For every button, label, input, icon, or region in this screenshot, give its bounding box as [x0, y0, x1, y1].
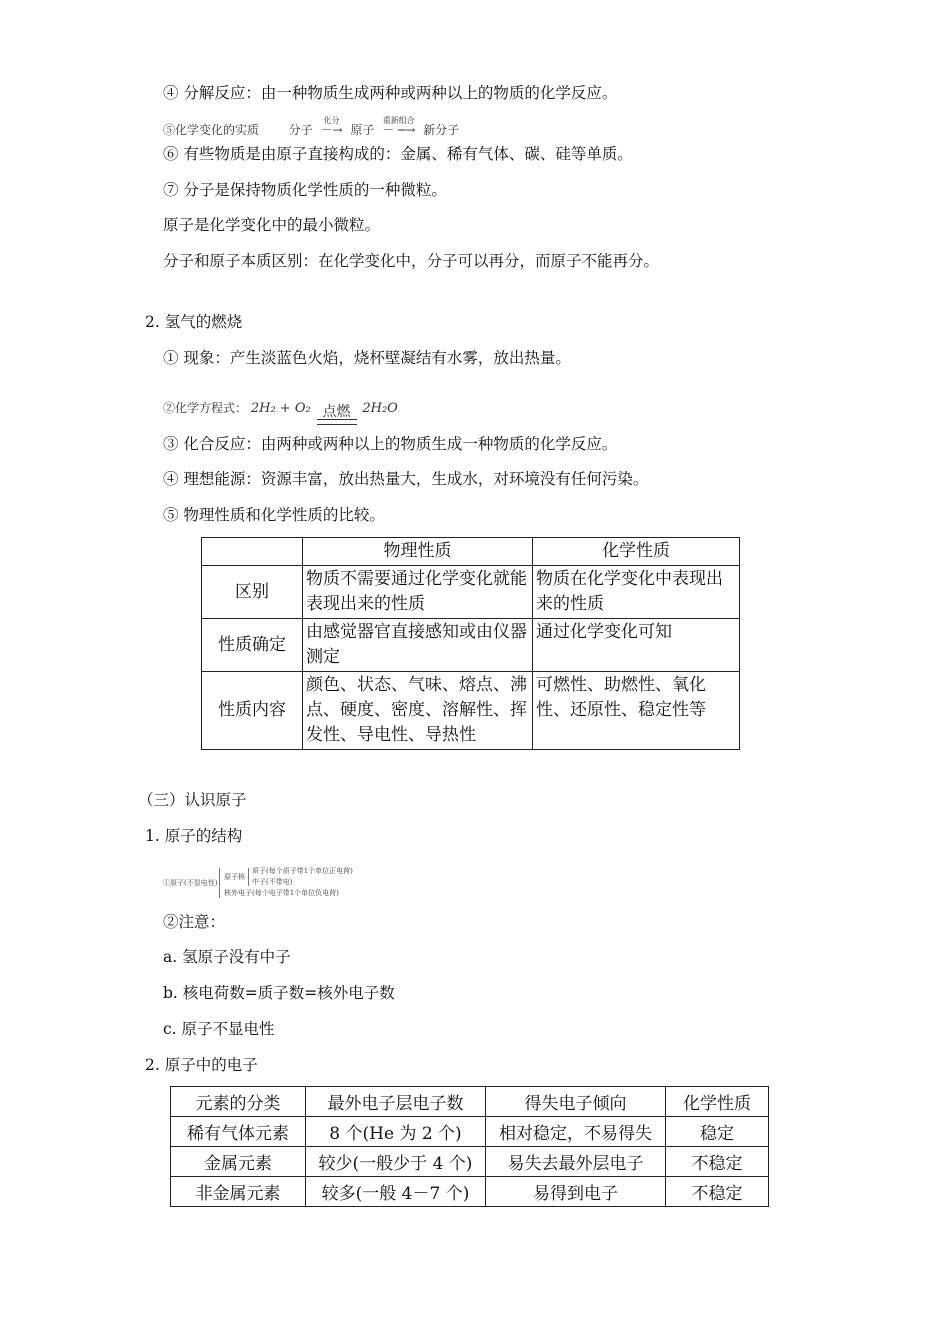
table-row [171, 1177, 769, 1207]
header-cell: 最外电子层电子数 [306, 1087, 486, 1117]
electron-table [170, 1086, 769, 1207]
table-cell: 通过化学变化可知 [533, 619, 740, 672]
table-cell: 易失去最外层电子 [486, 1147, 666, 1177]
table-cell: 物质不需要通过化学变化就能表现出来的性质 [303, 566, 533, 619]
split-arrow: － 化分 → [321, 120, 343, 140]
table-row [202, 566, 740, 619]
combination-reaction: ③ 化合反应：由两种或两种以上的物质生成一种物质的化学反应。 [163, 435, 618, 453]
header-physical: 物理性质 [303, 538, 533, 566]
hydrogen-equation [163, 398, 398, 425]
table-cell: 稳定 [666, 1117, 769, 1147]
row-label: 区别 [202, 566, 303, 619]
ignite-label: 点燃 [317, 405, 357, 420]
table-row [171, 1147, 769, 1177]
table-row [171, 1087, 769, 1117]
item-atom-substances: ⑥ 有些物质是由原子直接构成的：金属、稀有气体、碳、硅等单质。 [163, 145, 633, 163]
atom-section-heading: （三）认识原子 [138, 791, 247, 809]
table-cell: 稀有气体元素 [171, 1117, 306, 1147]
table-cell: 颜色、状态、气味、熔点、沸点、硬度、密度、溶解性、挥发性、导电性、导热性 [303, 672, 533, 750]
table-cell: 由感觉器官直接感知或由仪器测定 [303, 619, 533, 672]
struct-proton: 质子(每个质子带1个单位正电荷) [252, 867, 353, 875]
item-molecule-definition: ⑦ 分子是保持物质化学性质的一种微粒。 [163, 181, 447, 199]
hydrogen-phenomenon: ① 现象：产生淡蓝色火焰，烧杯壁凝结有水雾，放出热量。 [163, 349, 571, 367]
brace-outer [219, 868, 223, 898]
table-cell: 相对稳定，不易得失 [486, 1117, 666, 1147]
struct-electron: 核外电子(每个电子带1个单位负电荷) [224, 889, 339, 897]
row-label: 性质确定 [202, 619, 303, 672]
note-a: a. 氢原子没有中子 [163, 948, 291, 966]
table-cell: 金属元素 [171, 1147, 306, 1177]
note-heading: ②注意： [163, 913, 226, 931]
table-cell: 物质在化学变化中表现出来的性质 [533, 566, 740, 619]
table-cell: 可燃性、助燃性、氧化性、还原性、稳定性等 [533, 672, 740, 750]
table-row [202, 672, 740, 750]
split-label: 化分 [323, 116, 340, 125]
essence-new-molecule: 新分子 [423, 123, 460, 137]
atom-structure-heading: 1. 原子的结构 [145, 827, 243, 845]
struct-nucleus: 原子核 [224, 873, 245, 881]
atom-structure-diagram [163, 867, 383, 901]
header-cell: 元素的分类 [171, 1087, 306, 1117]
essence-molecule: 分子 [288, 123, 313, 137]
note-b: b. 核电荷数=质子数=核外电子数 [163, 984, 395, 1002]
header-cell: 得失电子倾向 [486, 1087, 666, 1117]
table-cell: 不稳定 [666, 1177, 769, 1207]
header-cell: 化学性质 [666, 1087, 769, 1117]
struct-neutron: 中子(不带电) [252, 878, 293, 886]
table-cell: 较多(一般 4－7 个) [306, 1177, 486, 1207]
atom-smallest-line: 原子是化学变化中的最小微粒。 [163, 216, 381, 234]
table-cell: 8 个(He 为 2 个) [306, 1117, 486, 1147]
molecule-atom-difference: 分子和原子本质区别：在化学变化中，分子可以再分，而原子不能再分。 [163, 252, 660, 270]
essence-label: ⑤化学变化的实质 [163, 123, 260, 137]
item-chemical-essence [163, 116, 460, 140]
table-cell: 非金属元素 [171, 1177, 306, 1207]
property-compare: ⑤ 物理性质和化学性质的比较。 [163, 506, 385, 524]
row-label: 性质内容 [202, 672, 303, 750]
essence-atom: 原子 [350, 123, 375, 137]
header-chemical: 化学性质 [533, 538, 740, 566]
struct-root: ①原子(不显电性) [163, 879, 218, 887]
equation-label: ②化学方程式： [163, 401, 248, 415]
header-empty [202, 538, 303, 566]
table-row [202, 619, 740, 672]
recombine-label: 重新组合 [382, 116, 415, 125]
table-cell: 较少(一般少于 4 个) [306, 1147, 486, 1177]
note-c: c. 原子不显电性 [163, 1020, 275, 1038]
equation-right: 2H₂O [362, 401, 398, 416]
ignite-condition [317, 405, 357, 425]
ideal-energy: ④ 理想能源：资源丰富，放出热量大，生成水，对环境没有任何污染。 [163, 470, 649, 488]
recombine-arrow: － ─ 重新组合 → [382, 120, 415, 140]
electrons-heading: 2. 原子中的电子 [145, 1056, 258, 1074]
table-row [202, 538, 740, 566]
table-row [171, 1117, 769, 1147]
table-cell: 易得到电子 [486, 1177, 666, 1207]
hydrogen-heading: 2. 氢气的燃烧 [145, 313, 243, 331]
property-table [201, 537, 740, 750]
equation-left: 2H₂ + O₂ [250, 401, 311, 416]
item-decomposition: ④ 分解反应：由一种物质生成两种或两种以上的物质的化学反应。 [163, 84, 618, 102]
table-cell: 不稳定 [666, 1147, 769, 1177]
